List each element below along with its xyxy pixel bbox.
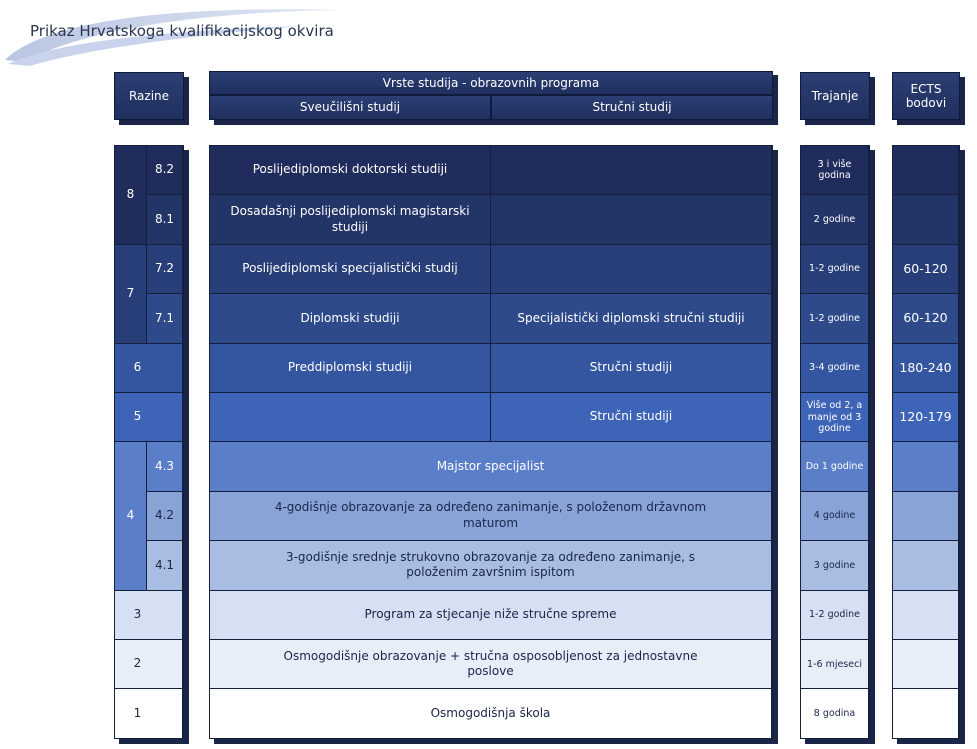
duration-cell: Više od 2, a manje od 3 godine [801, 393, 869, 442]
level-label: 2 [115, 640, 183, 689]
duration-cell: 4 godine [801, 492, 869, 541]
duration-cell: Do 1 godine [801, 442, 869, 491]
sublevel-label: 4.3 [147, 442, 183, 491]
duration-cell: 3 i više godina [801, 146, 869, 195]
professional-program-cell [491, 195, 772, 244]
duration-cell: 1-6 mjeseci [801, 640, 869, 689]
sublevel-label: 4.1 [147, 541, 183, 590]
duration-cell: 2 godine [801, 195, 869, 244]
ects-cell [893, 689, 959, 738]
level-label: 8 [115, 146, 147, 245]
ects-cell [893, 492, 959, 541]
level-label: 5 [115, 393, 183, 442]
ects-cell [893, 442, 959, 491]
ects-cell [893, 541, 959, 590]
professional-program-cell: Stručni studiji [491, 344, 772, 393]
duration-cell: 8 godina [801, 689, 869, 738]
duration-column [800, 145, 870, 739]
sublevel-label: 7.1 [147, 294, 183, 343]
duration-cell: 1-2 godine [801, 294, 869, 343]
duration-cell: 1-2 godine [801, 591, 869, 640]
program-cell: 4-godišnje obrazovanje za određeno zanimanje, s položenom državnom maturom [210, 492, 772, 541]
university-header: Sveučilišni studij [209, 95, 491, 120]
professional-program-cell [491, 146, 772, 195]
sublevel-label: 7.2 [147, 245, 183, 294]
program-cell: Program za stjecanje niže stručne spreme [210, 591, 772, 640]
university-program-cell: Poslijediplomski doktorski studiji [210, 146, 491, 195]
page-title: Prikaz Hrvatskoga kvalifikacijskog okvira [30, 22, 334, 40]
ects-cell: 120-179 [893, 393, 959, 442]
university-program-cell: Diplomski studiji [210, 294, 491, 343]
ects-column [892, 145, 960, 739]
ects-cell [893, 146, 959, 195]
professional-header: Stručni studij [491, 95, 773, 120]
level-label: 4 [115, 442, 147, 590]
duration-cell: 1-2 godine [801, 245, 869, 294]
ects-cell [893, 195, 959, 244]
level-label: 1 [115, 689, 183, 738]
programs-header: Vrste studija - obrazovnih programa [209, 71, 773, 95]
level-label: 3 [115, 591, 183, 640]
ects-cell [893, 591, 959, 640]
program-cell: Osmogodišnja škola [210, 689, 772, 738]
university-program-cell: Preddiplomski studiji [210, 344, 491, 393]
university-program-cell: Poslijediplomski specijalistički studij [210, 245, 491, 294]
ects-cell: 60-120 [893, 294, 959, 343]
university-program-cell: Dosadašnji poslijediplomski magistarski studiji [210, 195, 491, 244]
professional-program-cell [491, 245, 772, 294]
levels-header: Razine [114, 72, 184, 120]
duration-cell: 3-4 godine [801, 344, 869, 393]
professional-program-cell: Specijalistički diplomski stručni studiji [491, 294, 772, 343]
level-label: 6 [115, 344, 183, 393]
level-label: 7 [115, 245, 147, 344]
ects-header: ECTS bodovi [892, 72, 960, 120]
duration-header: Trajanje [800, 72, 870, 120]
program-cell: Osmogodišnje obrazovanje + stručna osposobljenost za jednostavne poslove [210, 640, 772, 689]
levels-column [114, 145, 184, 739]
professional-program-cell: Stručni studiji [491, 393, 772, 442]
ects-cell: 60-120 [893, 245, 959, 294]
sublevel-label: 8.2 [147, 146, 183, 195]
university-program-cell [210, 393, 491, 442]
program-cell: 3-godišnje srednje strukovno obrazovanje za određeno zanimanje, s položenim završnim ispitom [210, 541, 772, 590]
programs-column [209, 145, 773, 739]
sublevel-label: 4.2 [147, 492, 183, 541]
program-cell: Majstor specijalist [210, 442, 772, 491]
duration-cell: 3 godine [801, 541, 869, 590]
ects-cell: 180-240 [893, 344, 959, 393]
ects-cell [893, 640, 959, 689]
sublevel-label: 8.1 [147, 195, 183, 244]
